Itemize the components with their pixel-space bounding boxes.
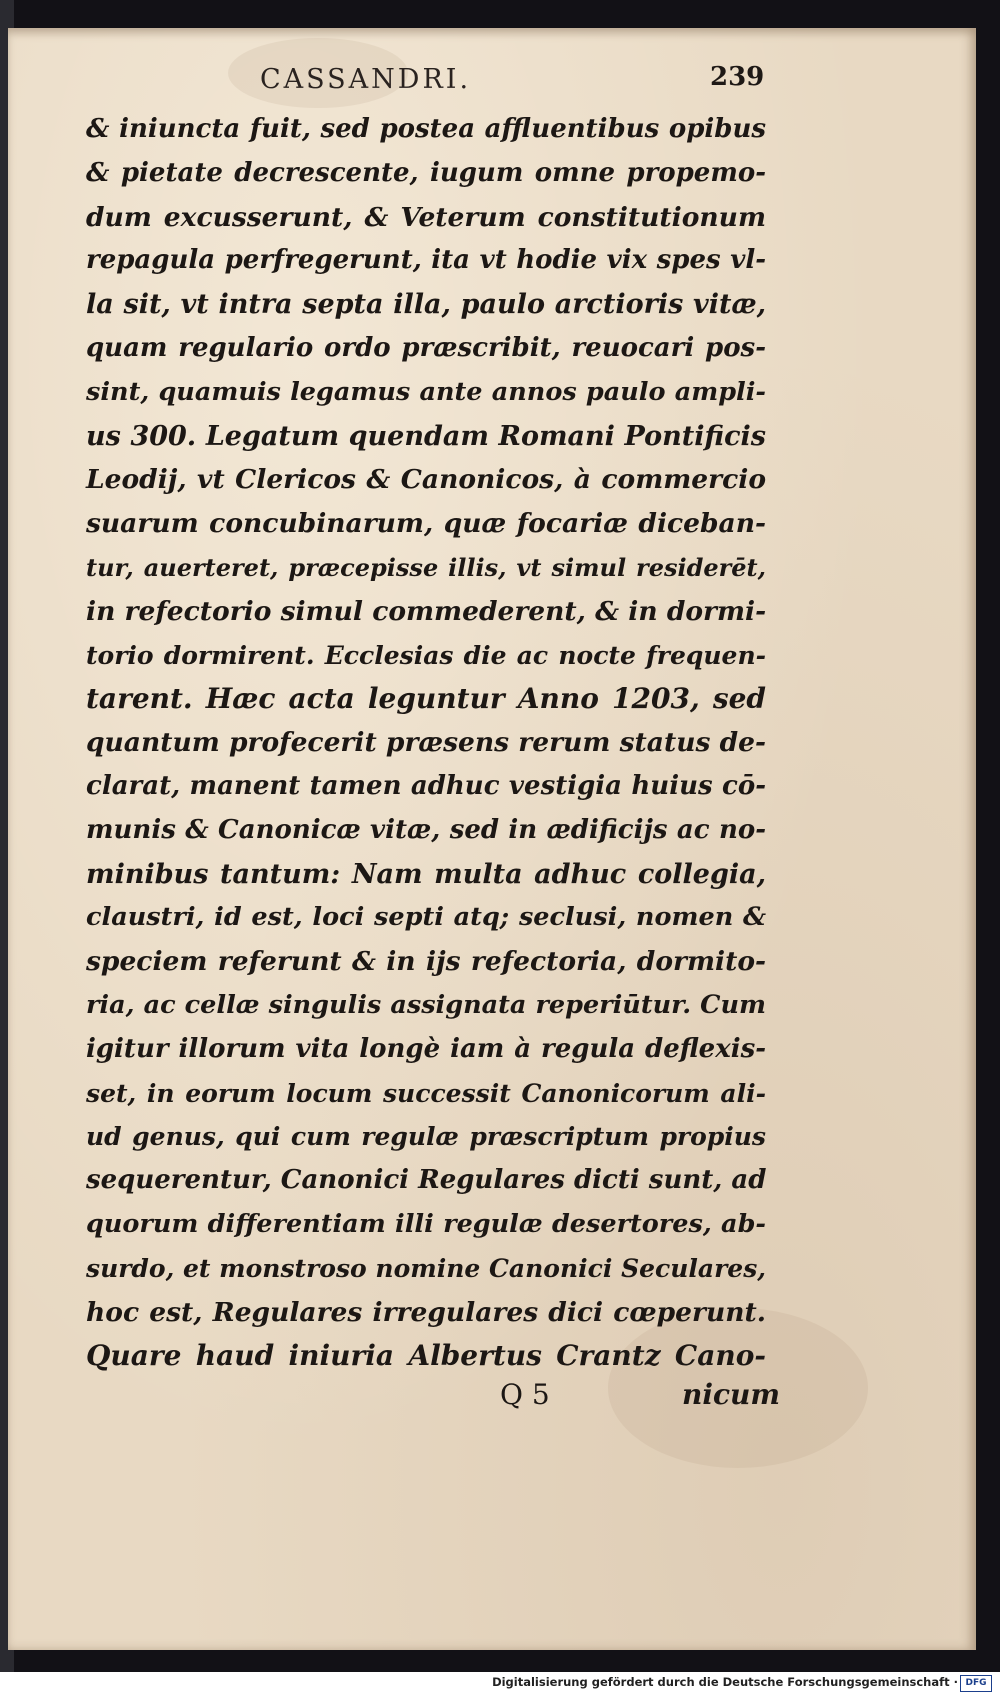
- catchword: nicum: [681, 1378, 780, 1411]
- text-line: clarat, manent tamen adhuc vestigia huius cō-: [86, 770, 766, 801]
- text-line: surdo, et monstroso nomine Canonici Seculares,: [86, 1253, 766, 1283]
- text-line: & pietate decrescente, iugum omne propemo-: [86, 157, 766, 188]
- text-line: Leodij, vt Clericos & Canonicos, à commercio: [86, 464, 766, 496]
- text-line: munis & Canonicæ vitæ, sed in ædificijs ac no-: [86, 814, 766, 845]
- text-line: quam regulario ordo præscribit, reuocari pos-: [86, 332, 766, 363]
- text-line: torio dormirent. Ecclesias die ac nocte frequen-: [86, 640, 766, 670]
- text-line: us 300. Legatum quendam Romani Pontificis: [86, 420, 766, 452]
- dfg-logo: DFG: [960, 1675, 992, 1692]
- body-text: [86, 108, 766, 1378]
- text-line: ria, ac cellæ singulis assignata reperiūtur. Cum: [86, 989, 766, 1020]
- text-line: tarent. Hæc acta leguntur Anno 1203, sed: [86, 682, 766, 716]
- page-foot: [500, 1378, 780, 1422]
- text-line: in refectorio simul commederent, & in dormi-: [86, 595, 767, 627]
- text-line: set, in eorum locum successit Canonicorum ali-: [86, 1078, 766, 1108]
- text-line: claustri, id est, loci septi atq; seclusi, nomen &: [86, 902, 766, 933]
- signature-mark: Q 5: [500, 1378, 550, 1411]
- text-line: quorum differentiam illi regulæ desertores, ab-: [86, 1208, 766, 1239]
- text-line: speciem referunt & in ijs refectoria, dormito-: [86, 946, 766, 978]
- text-line: Quare haud iniuria Albertus Crantz Cano-: [86, 1339, 766, 1373]
- text-line: minibus tantum: Nam multa adhuc collegia,: [86, 858, 766, 890]
- text-line: sequerentur, Canonici Regulares dicti sunt, ad: [86, 1165, 767, 1196]
- text-line: la sit, vt intra septa illa, paulo arctioris vitæ,: [86, 289, 766, 321]
- digitization-footer: [0, 1672, 1000, 1694]
- text-line: ud genus, qui cum regulæ præscriptum propius: [86, 1122, 766, 1152]
- footer-credit: Digitalisierung gefördert durch die Deutsche Forschungsgemeinschaft ·: [492, 1675, 958, 1689]
- page-number: 239: [710, 62, 765, 92]
- text-line: sint, quamuis legamus ante annos paulo ampli-: [86, 376, 766, 407]
- text-line: repagula perfregerunt, ita vt hodie vix spes vl-: [86, 245, 766, 276]
- text-line: igitur illorum vita longè iam à regula deflexis-: [86, 1033, 766, 1064]
- text-line: suarum concubinarum, quæ focariæ diceban-: [86, 508, 766, 540]
- text-line: hoc est, Regulares irregulares dici cœperunt.: [86, 1296, 766, 1328]
- text-line: tur, auerteret, præcepisse illis, vt simul residerēt,: [86, 552, 766, 582]
- text-line: dum excusserunt, & Veterum constitutionum: [86, 201, 766, 233]
- running-head: CASSANDRI.: [260, 64, 472, 95]
- text-line: & iniuncta fuit, sed postea affluentibus opibus: [86, 114, 766, 144]
- text-line: quantum profecerit præsens rerum status de-: [86, 727, 766, 759]
